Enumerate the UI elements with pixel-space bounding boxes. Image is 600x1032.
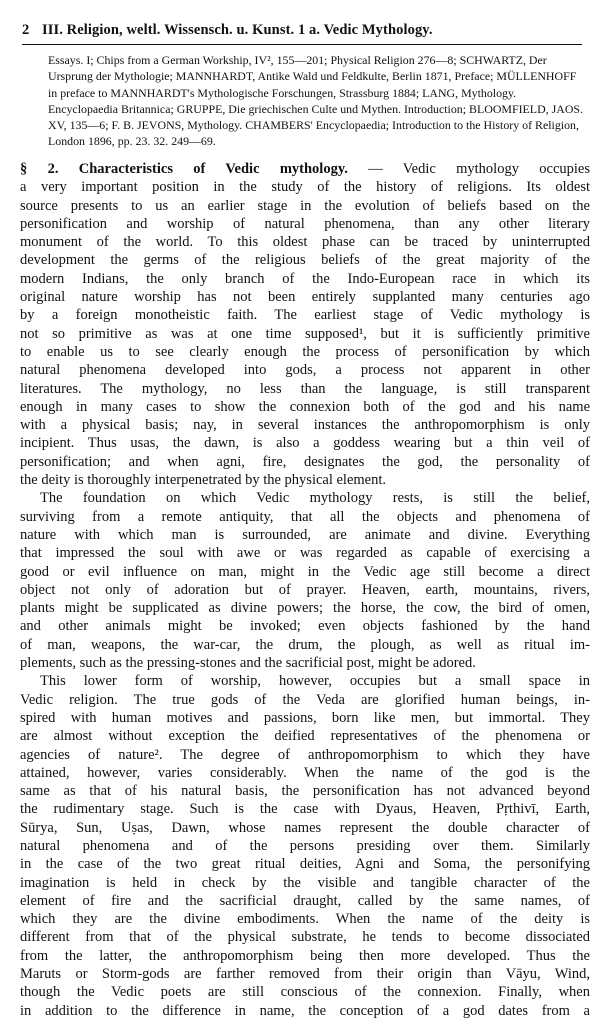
text-line: spired with human motives and passions, born like men, but immortal. They — [20, 709, 590, 726]
text-line: Maruts or Storm-gods are farther removed from their origin than Vāyu, Wind, — [20, 966, 590, 983]
text-line: attained, however, varies considerably. When the name of the god is the — [20, 764, 590, 781]
page-number: 2 — [22, 22, 30, 38]
text-line: not so primitive as was at one time supposed¹, but it is sufficiently primitive — [20, 325, 590, 342]
text-line: Sūrya, Sun, Uṣas, Dawn, whose names represent the double character of — [20, 819, 590, 836]
section-heading: § 2. Characteristics of Vedic mythology. — [20, 161, 348, 177]
text-line: the deity is thoroughly interpenetrated by the physical element. — [20, 472, 387, 489]
text-line: a very important position in the study of the history of religions. Its oldest — [20, 179, 590, 196]
text-line: surviving from a remote antiquity, that all the objects and phenomena of — [20, 508, 590, 525]
text-line: same as that of his natural basis, the personification has not advanced beyond — [20, 783, 590, 800]
text-line: in the case of the two great ritual deities, Agni and Soma, the personifying — [20, 856, 590, 873]
header-rule — [22, 44, 582, 45]
text-line: personification; and when agni, fire, designates the god, the personality of — [20, 453, 590, 470]
text-line: original nature worship has not been entirely supplanted many centuries ago — [20, 289, 590, 306]
text-line: This lower form of worship, however, occupies but a small space in — [40, 673, 590, 690]
text-line: and other animals might be invoked; even objects fashioned by the hand — [20, 618, 590, 635]
text-line: literatures. The mythology, no less than the language, is still transparent — [20, 380, 590, 397]
text-line: by a foreign monotheistic faith. The earliest stage of Vedic mythology is — [20, 307, 590, 324]
text-line: personification and worship of natural phenomena, than any other literary — [20, 215, 590, 232]
text-line: plements, such as the pressing-stones and the sacrificial post, might be adored. — [20, 655, 476, 672]
section-heading-line: § 2. Characteristics of Vedic mythology. — Vedic mythology occupies — [20, 161, 590, 177]
text-line: good or evil influence on man, might in the Vedic age still become a direct — [20, 563, 590, 580]
text-line: nature with which man is surrounded, are animate and divine. Everything — [20, 526, 590, 543]
text-line: plants might be supplicated as divine powers; the horse, the cow, the bird of omen, — [20, 600, 590, 617]
text-line: The foundation on which Vedic mythology rests, is still the belief, — [40, 490, 590, 507]
text-line: incipient. Thus usas, the dawn, is also a goddess wearing but a thin veil of — [20, 435, 590, 452]
bibliography-text: Essays. I; Chips from a German Workship, IV², 155—201; Physical Religion 276—8; SCHWARTZ, Der Ursprung der Mythologie; MANNHARDT, Antike Wald und Feldkulte, Berlin 1871, Preface; MÜLLENHOFF in preface to MANNHARDT's Mythologische Forschungen, Strassburg 1884; LANG, Mythology. Encyclopaedia Britannica; GRUPPE, Die griechischen Culte und Mythen. Introduction; BLOOMFIELD, JAOS. XV, 135—6; F. B. JEVONS, Mythology. CHAMBERS' Encyclopaedia; Introduction to the History of Religion, London 1896, pp. 23. 32. 249—69. — [48, 53, 583, 149]
paragraph-lower-worship — [20, 672, 590, 1020]
text-line: which they are the divine embodiments. When the name of the deity is — [20, 911, 590, 928]
paragraph-characteristics — [20, 160, 590, 489]
text-line: imagination is held in check by the visible and tangible character of the — [20, 874, 590, 891]
running-head-title: III. Religion, weltl. Wissensch. u. Kunst. 1 a. Vedic Mythology. — [42, 22, 433, 38]
text-line: of man, weapons, the war-car, the drum, the plough, as well as ritual im- — [20, 636, 590, 653]
text-line: source presents to us an earlier stage in the evolution of beliefs based on the — [20, 197, 590, 214]
text-line: different from that of the physical substrate, he tends to become dissociated — [20, 929, 590, 946]
text-line: object not only of adoration but of prayer. Heaven, earth, mountains, rivers, — [20, 581, 590, 598]
text-line: though the Vedic poets are still conscious of the connexion. Finally, when — [20, 984, 590, 1001]
text-line: to enable us to see clearly enough the process of personification by which — [20, 343, 590, 360]
text-line: the rudimentary stage. Such is the case with Dyaus, Heaven, Pṛthivī, Earth, — [20, 801, 590, 818]
text-line: modern Indians, the only branch of the Indo-European race in which its — [20, 270, 590, 287]
text-line: agencies of nature². The degree of anthropomorphism to which they have — [20, 746, 590, 763]
text-line: development the germs of the religious beliefs of the great majority of the — [20, 252, 590, 269]
running-head — [22, 22, 582, 39]
text-line: Vedic religion. The true gods of the Veda are glorified human beings, in- — [20, 691, 590, 708]
text-line: are almost without exception the deified representatives of the phenomena or — [20, 728, 590, 745]
text-line: with a physical basis; nay, in several instances the anthropomorphism is only — [20, 417, 590, 434]
text-line: natural phenomena developed into gods, a process not apparent in other — [20, 362, 590, 379]
text-line: natural phenomena and of the persons presiding over them. Similarly — [20, 837, 590, 854]
bibliography-block — [48, 52, 588, 150]
text-line: in addition to the difference in name, the conception of a god dates from a — [20, 1002, 590, 1019]
text-line: monument of the world. To this oldest phase can be traced by uninterrupted — [20, 234, 590, 251]
paragraph-foundation — [20, 489, 590, 672]
text-line: enough in many cases to show the connexion both of the god and his name — [20, 398, 590, 415]
section-body — [20, 160, 590, 1020]
text-line: element of fire and the sacrificial draught, called by the same names, of — [20, 892, 590, 909]
text-line: that impressed the soul with awe or was regarded as capable of exercising a — [20, 545, 590, 562]
text-line: from the latter, the anthropomorphism being then more developed. Thus the — [20, 947, 590, 964]
